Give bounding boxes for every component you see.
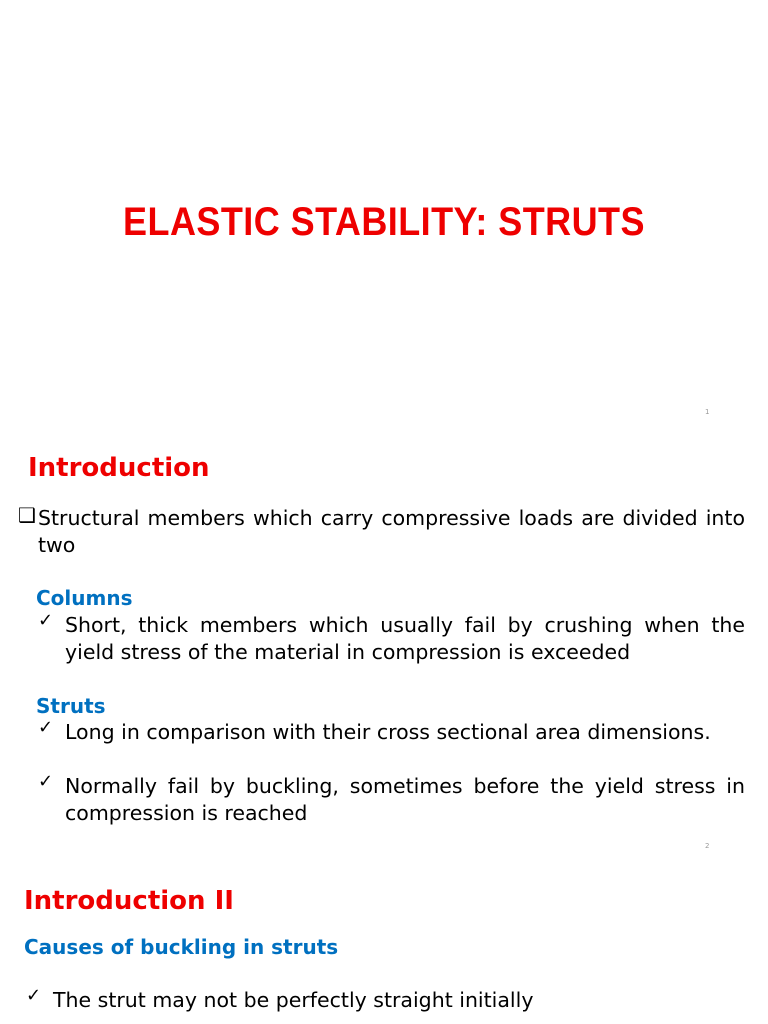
check-icon: ✓ [38,717,54,738]
columns-item: Short, thick members which usually fail by crushing when the yield stress of the material in compression is exceeded [65,613,745,664]
slide-title: ELASTIC STABILITY: STRUTS [123,200,645,244]
struts-item: Normally fail by buckling, sometimes before the yield stress in compression is reached [65,774,745,825]
check-icon: ✓ [38,771,54,792]
cause-item: The strut may not be perfectly straight initially [53,988,534,1012]
page-number: 1 [705,408,710,416]
slide-heading: Introduction [28,453,210,483]
causes-subheading: Causes of buckling in struts [24,935,339,959]
page-number: 2 [705,842,710,850]
columns-heading: Columns [36,586,133,610]
intro-text: Structural members which carry compressive loads are divided into two [38,506,745,557]
square-bullet-icon: ❑ [18,503,36,527]
struts-heading: Struts [36,694,106,718]
check-icon: ✓ [26,985,42,1006]
struts-item: Long in comparison with their cross sectional area dimensions. [65,720,711,744]
check-icon: ✓ [38,610,54,631]
slide-heading: Introduction II [24,886,234,916]
